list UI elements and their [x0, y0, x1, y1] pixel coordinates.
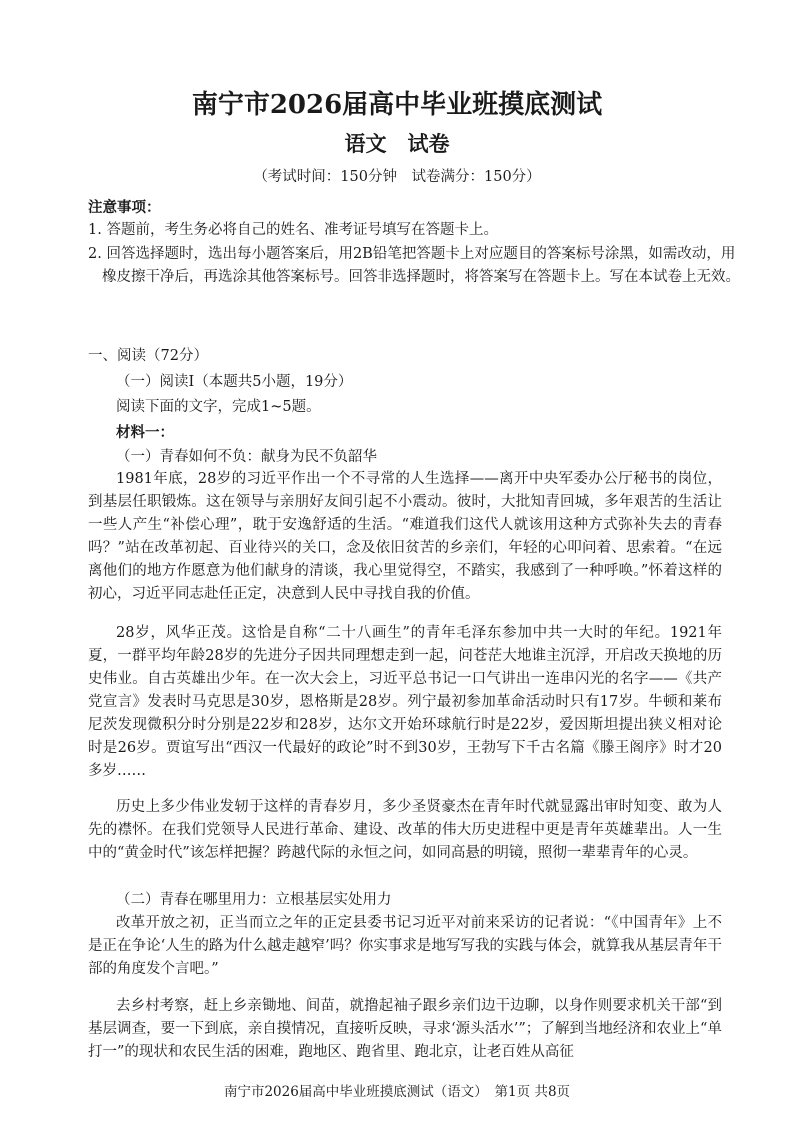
reading-instruction: 阅读下面的文字，完成1~5题。 [116, 399, 321, 415]
paragraph-1: 1981年底，28岁的习近平作出一个不寻常的人生选择——离开中央军委办公厅秘书的岗位，到基层任职锻炼。这在领导与亲朋好友间引起不小震动。彼时，大批知青回城，多年艰苦的生活让一些人产生“补偿心理”，耽于安逸舒适的生活。“难道我们这代人就该用这种方式弥补失去的青春吗？”站在改革初起、百业待兴的关口，念及依旧贫苦的乡亲们，年轻的心叩问着、思索着。“在远离他们的地方作愿意为他们献身的清谈，我心里觉得空，不踏实，我感到了一种呼唤。”怀着这样的初心，习近平同志赴任正定，决意到人民中寻找自我的价值。 [88, 471, 722, 602]
paragraph-2: 28岁，风华正茂。这恰是自称“二十八画生”的青年毛泽东参加中共一大时的年纪。1921年夏，一群平均年龄28岁的先进分子因共同理想走到一起，问苍茫大地谁主沉浮，开启改天换地的历史伟业。自古英雄出少年。在一次大会上，习近平总书记一口气讲出一连串闪光的名字——《共产党宣言》发表时马克思是30岁，恩格斯是28岁。列宁最初参加革命活动时只有17岁。牛顿和莱布尼茨发现微积分时分别是22岁和28岁，达尔文开始环球航行时是22岁，爱因斯坦提出狭义相对论时是26岁。贾谊写出“西汉一代最好的政论”时不到30岁，王勃写下千古名篇《滕王阁序》时才20多岁…… [88, 625, 722, 779]
part-heading-1: （一）青春如何不负：献身为民不负韶华 [116, 449, 377, 465]
subsection-heading: （一）阅读Ⅰ（本题共5小题，19分） [116, 374, 353, 390]
exam-time-info: （考试时间：150分钟 试卷满分：150分） [253, 169, 541, 185]
paragraph-5: 去乡村考察，赶上乡亲锄地、间苗，就撸起袖子跟乡亲们边干边聊，以身作则要求机关干部“到基层调查，要一下到底，亲自摸情况，直接听反映，寻求‘源头活水’”；了解到当地经济和农业上“单打一”的现状和农民生活的困难，跑地区、跑省里、跑北京，让老百姓从高征 [88, 998, 722, 1060]
notice-item-2: 2. 回答选择题时，选出每小题答案后，用2B铅笔把答题卡上对应题目的答案标号涂黑，如需改动，用橡皮擦干净后，再选涂其他答案标号。回答非选择题时，将答案写在答题卡上。写在本试卷上无效。 [88, 246, 740, 285]
paragraph-3: 历史上多少伟业发轫于这样的青春岁月，多少圣贤豪杰在青年时代就显露出审时知变、敢为人先的襟怀。在我们党领导人民进行革命、建设、改革的伟大历史进程中更是青年英雄辈出。人一生中的“黄金时代”该怎样把握？跨越代际的永恒之问，如同高悬的明镜，照彻一辈辈青年的心灵。 [88, 799, 722, 861]
notice-heading: 注意事项： [88, 199, 161, 216]
part-heading-2: （二）青春在哪里用力：立根基层实处用力 [116, 892, 392, 908]
notice-item-1: 1. 答题前，考生务必将自己的姓名、准考证号填写在答题卡上。 [88, 222, 498, 238]
exam-title: 南宁市2026届高中毕业班摸底测试 [191, 90, 603, 120]
material-label: 材料一： [116, 424, 174, 441]
page-footer: 南宁市2026届高中毕业班摸底测试（语文） 第1页 共8页 [223, 1084, 571, 1100]
paragraph-4: 改革开放之初，正当而立之年的正定县委书记习近平对前来采访的记者说：“《中国青年》上不是正在争论‘人生的路为什么越走越窄’吗？你实事求是地写写我的实践与体会，就算我从基层青年干部的角度发个言吧。” [88, 915, 722, 977]
exam-subtitle: 语文 试卷 [344, 131, 450, 156]
section-heading: 一、阅读（72分） [88, 348, 208, 364]
